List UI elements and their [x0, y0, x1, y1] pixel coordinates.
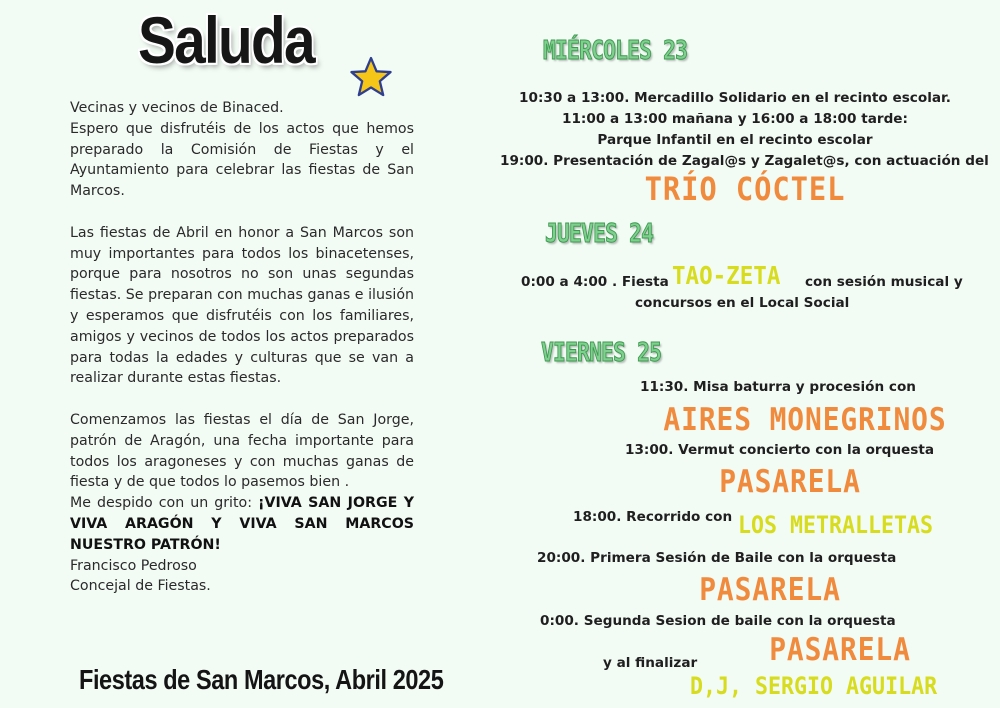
page-title: Saluda [138, 3, 314, 77]
fri-act-aires-monegrinos: AIRES MONEGRINOS [663, 402, 947, 438]
fri-event-2: 13:00. Vermut concierto con la orquesta [625, 442, 935, 458]
letter-body [70, 98, 414, 597]
letter-paragraph-1: Espero que disfrutéis de los actos que hemos preparado la Comisión de Fiestas y el Ayuntamiento para celebrar las fiestas de San Marcos. [70, 120, 414, 200]
letter-paragraph-2: Las fiestas de Abril en honor a San Marcos son muy importantes para todos los binacetenses, porque para nosotros no son unas segundas fiestas. Se preparan con muchas ganas e ilusión y esperamos que disfrutéis con los familiares, amigos y vecinos de todos los actos preparados para todas la edades y culturas que se van a realizar durante estas fiestas. [70, 224, 414, 387]
wed-event-1: 10:30 a 13:00. Mercadillo Solidario en el recinto escolar. [519, 90, 951, 106]
fri-event-5: 0:00. Segunda Sesion de baile con la orquesta [540, 613, 896, 629]
fri-event-3: 18:00. Recorrido con [573, 509, 733, 525]
star-icon [350, 56, 392, 98]
footer-title: Fiestas de San Marcos, Abril 2025 [79, 664, 444, 695]
fri-act-los-metralletas: LOS METRALLETAS [738, 511, 934, 539]
wed-event-2b: Parque Infantil en el recinto escolar [597, 132, 873, 148]
signature-role: Concejal de Fiestas. [70, 578, 211, 595]
letter-closing [70, 493, 414, 555]
fri-act-pasarela-2: PASARELA [699, 572, 841, 608]
signature-name: Francisco Pedroso [70, 557, 197, 574]
thu-event-1-post: con sesión musical y [805, 274, 963, 290]
fri-event-6: y al finalizar [603, 655, 698, 671]
day-heading-thursday: JUEVES 24 [545, 219, 654, 249]
fri-event-4: 20:00. Primera Sesión de Baile con la orquesta [537, 550, 897, 566]
day-heading-friday: VIERNES 25 [541, 338, 662, 368]
wed-event-3: 19:00. Presentación de Zagal@s y Zagalet@s, con actuación del [500, 153, 989, 169]
letter-greeting: Vecinas y vecinos de Binaced. [70, 100, 284, 116]
wed-act-trio-coctel: TRÍO CÓCTEL [644, 170, 846, 208]
closing-shout: ¡VIVA SAN JORGE Y VIVA ARAGÓN Y VIVA SAN MARCOS NUESTRO PATRÓN! [70, 495, 414, 553]
fri-event-1: 11:30. Misa baturra y procesión con [640, 379, 916, 395]
fri-act-dj-sergio-aguilar: D,J, SERGIO AGUILAR [690, 672, 938, 700]
letter-paragraph-3: Comenzamos las fiestas el día de San Jorge, patrón de Aragón, una fecha importante para todos los aragoneses y con muchas ganas de fiesta y de que todos lo pasemos bien . [70, 411, 414, 491]
wed-event-2a: 11:00 a 13:00 mañana y 16:00 a 18:00 tarde: [562, 111, 908, 127]
fri-act-pasarela-1: PASARELA [719, 464, 861, 500]
thu-event-1-pre: 0:00 a 4:00 . Fiesta [521, 274, 669, 290]
thu-act-tao-zeta: TAO-ZETA [672, 261, 781, 290]
fri-act-pasarela-3: PASARELA [769, 632, 911, 668]
thu-event-1-line2: concursos en el Local Social [635, 295, 850, 311]
day-heading-wednesday: MIÉRCOLES 23 [543, 36, 688, 66]
closing-prefix: Me despido con un grito: [70, 495, 259, 512]
